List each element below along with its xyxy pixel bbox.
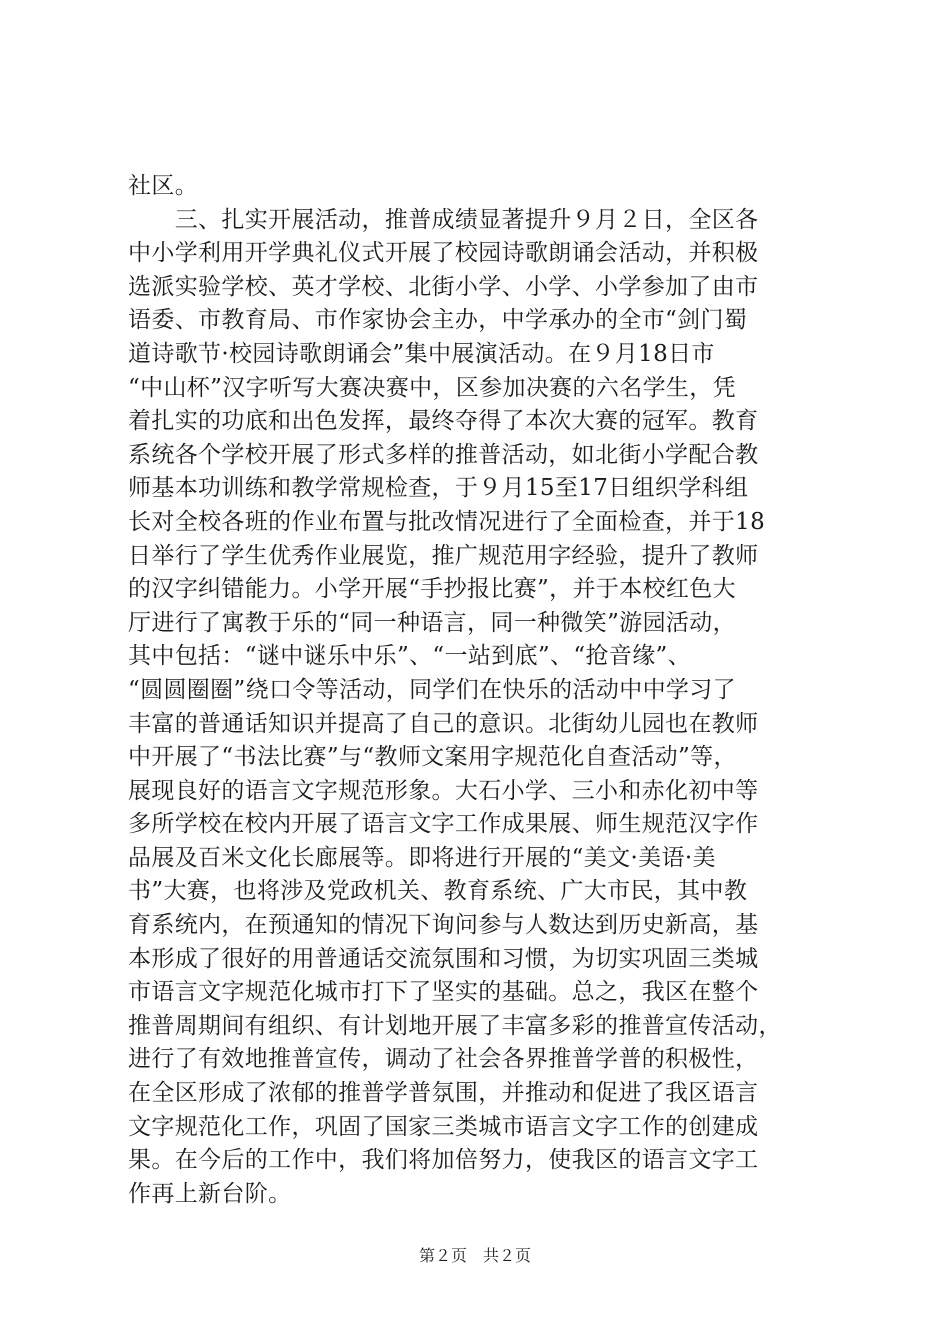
text-line: “中山杯”汉字听写大赛决赛中，区参加决赛的六名学生，凭 — [128, 374, 736, 401]
text-line: 在全区形成了浓郁的推普学普氛围，并推动和促进了我区语言 — [128, 1080, 759, 1107]
text-line: 社区。 — [128, 173, 199, 199]
text-line: 市语言文字规范化城市打下了坚实的基础。总之，我区在整个 — [128, 979, 759, 1006]
text-line: 展现良好的语言文字规范形象。大石小学、三小和赤化初中等 — [128, 777, 759, 804]
text-line: 的汉字纠错能力。小学开展“手抄报比赛”，并于本校红色大 — [128, 576, 736, 603]
text-line: 长对全校各班的作业布置与批改情况进行了全面检查，并于18 — [128, 508, 766, 535]
text-line: 其中包括：“谜中谜乐中乐”、“一站到底”、“抢音缘”、 — [128, 643, 691, 670]
text-line: 道诗歌节·校园诗歌朗诵会”集中展演活动。在９月18日市 — [128, 340, 715, 367]
text-line: 果。在今后的工作中，我们将加倍努力，使我区的语言文字工 — [128, 1147, 759, 1174]
text-line: 多所学校在校内开展了语言文字工作成果展、师生规范汉字作 — [128, 811, 759, 838]
page-footer: 第２页 共２页 — [418, 1246, 531, 1265]
text-line: 中小学利用开学典礼仪式开展了校园诗歌朗诵会活动，并积极 — [128, 240, 759, 267]
text-line: 丰富的普通话知识并提高了自己的意识。北街幼儿园也在教师 — [128, 710, 759, 737]
text-line: 三、扎实开展活动，推普成绩显著提升９月２日，全区各 — [128, 206, 759, 233]
text-line: “圆圆圈圈”绕口令等活动，同学们在快乐的活动中中学习了 — [128, 676, 736, 703]
text-line: 本形成了很好的用普通话交流氛围和习惯，为切实巩固三类城 — [128, 945, 759, 972]
text-line: 推普周期间有组织、有计划地开展了丰富多彩的推普宣传活动， — [128, 1012, 782, 1039]
text-line: 中开展了“书法比赛”与“教师文案用字规范化自查活动”等， — [128, 744, 737, 771]
text-line: 着扎实的功底和出色发挥，最终夺得了本次大赛的冠军。教育 — [128, 408, 759, 435]
text-line: 育系统内，在预通知的情况下询问参与人数达到历史新高，基 — [128, 912, 759, 939]
text-line: 文字规范化工作，巩固了国家三类城市语言文字工作的创建成 — [128, 1113, 759, 1140]
text-line: 厅进行了寓教于乐的“同一种语言，同一种微笑”游园活动， — [128, 609, 736, 636]
text-line: 品展及百米文化长廊展等。即将进行开展的“美文·美语·美 — [128, 844, 716, 871]
text-line: 书”大赛，也将涉及党政机关、教育系统、广大市民，其中教 — [128, 878, 748, 905]
text-line: 日举行了学生优秀作业展览，推广规范用字经验，提升了教师 — [128, 542, 759, 569]
text-line: 进行了有效地推普宣传，调动了社会各界推普学普的积极性， — [128, 1046, 759, 1073]
body-text — [128, 170, 834, 1211]
text-line: 师基本功训练和教学常规检查，于９月15至17日组织学科组 — [128, 475, 749, 502]
text-line: 作再上新台阶。 — [128, 1180, 292, 1207]
text-line: 选派实验学校、英才学校、北街小学、小学、小学参加了由市 — [128, 273, 759, 300]
text-line: 语委、市教育局、市作家协会主办，中学承办的全市“剑门蜀 — [128, 307, 748, 334]
text-line: 系统各个学校开展了形式多样的推普活动，如北街小学配合教 — [128, 441, 759, 468]
